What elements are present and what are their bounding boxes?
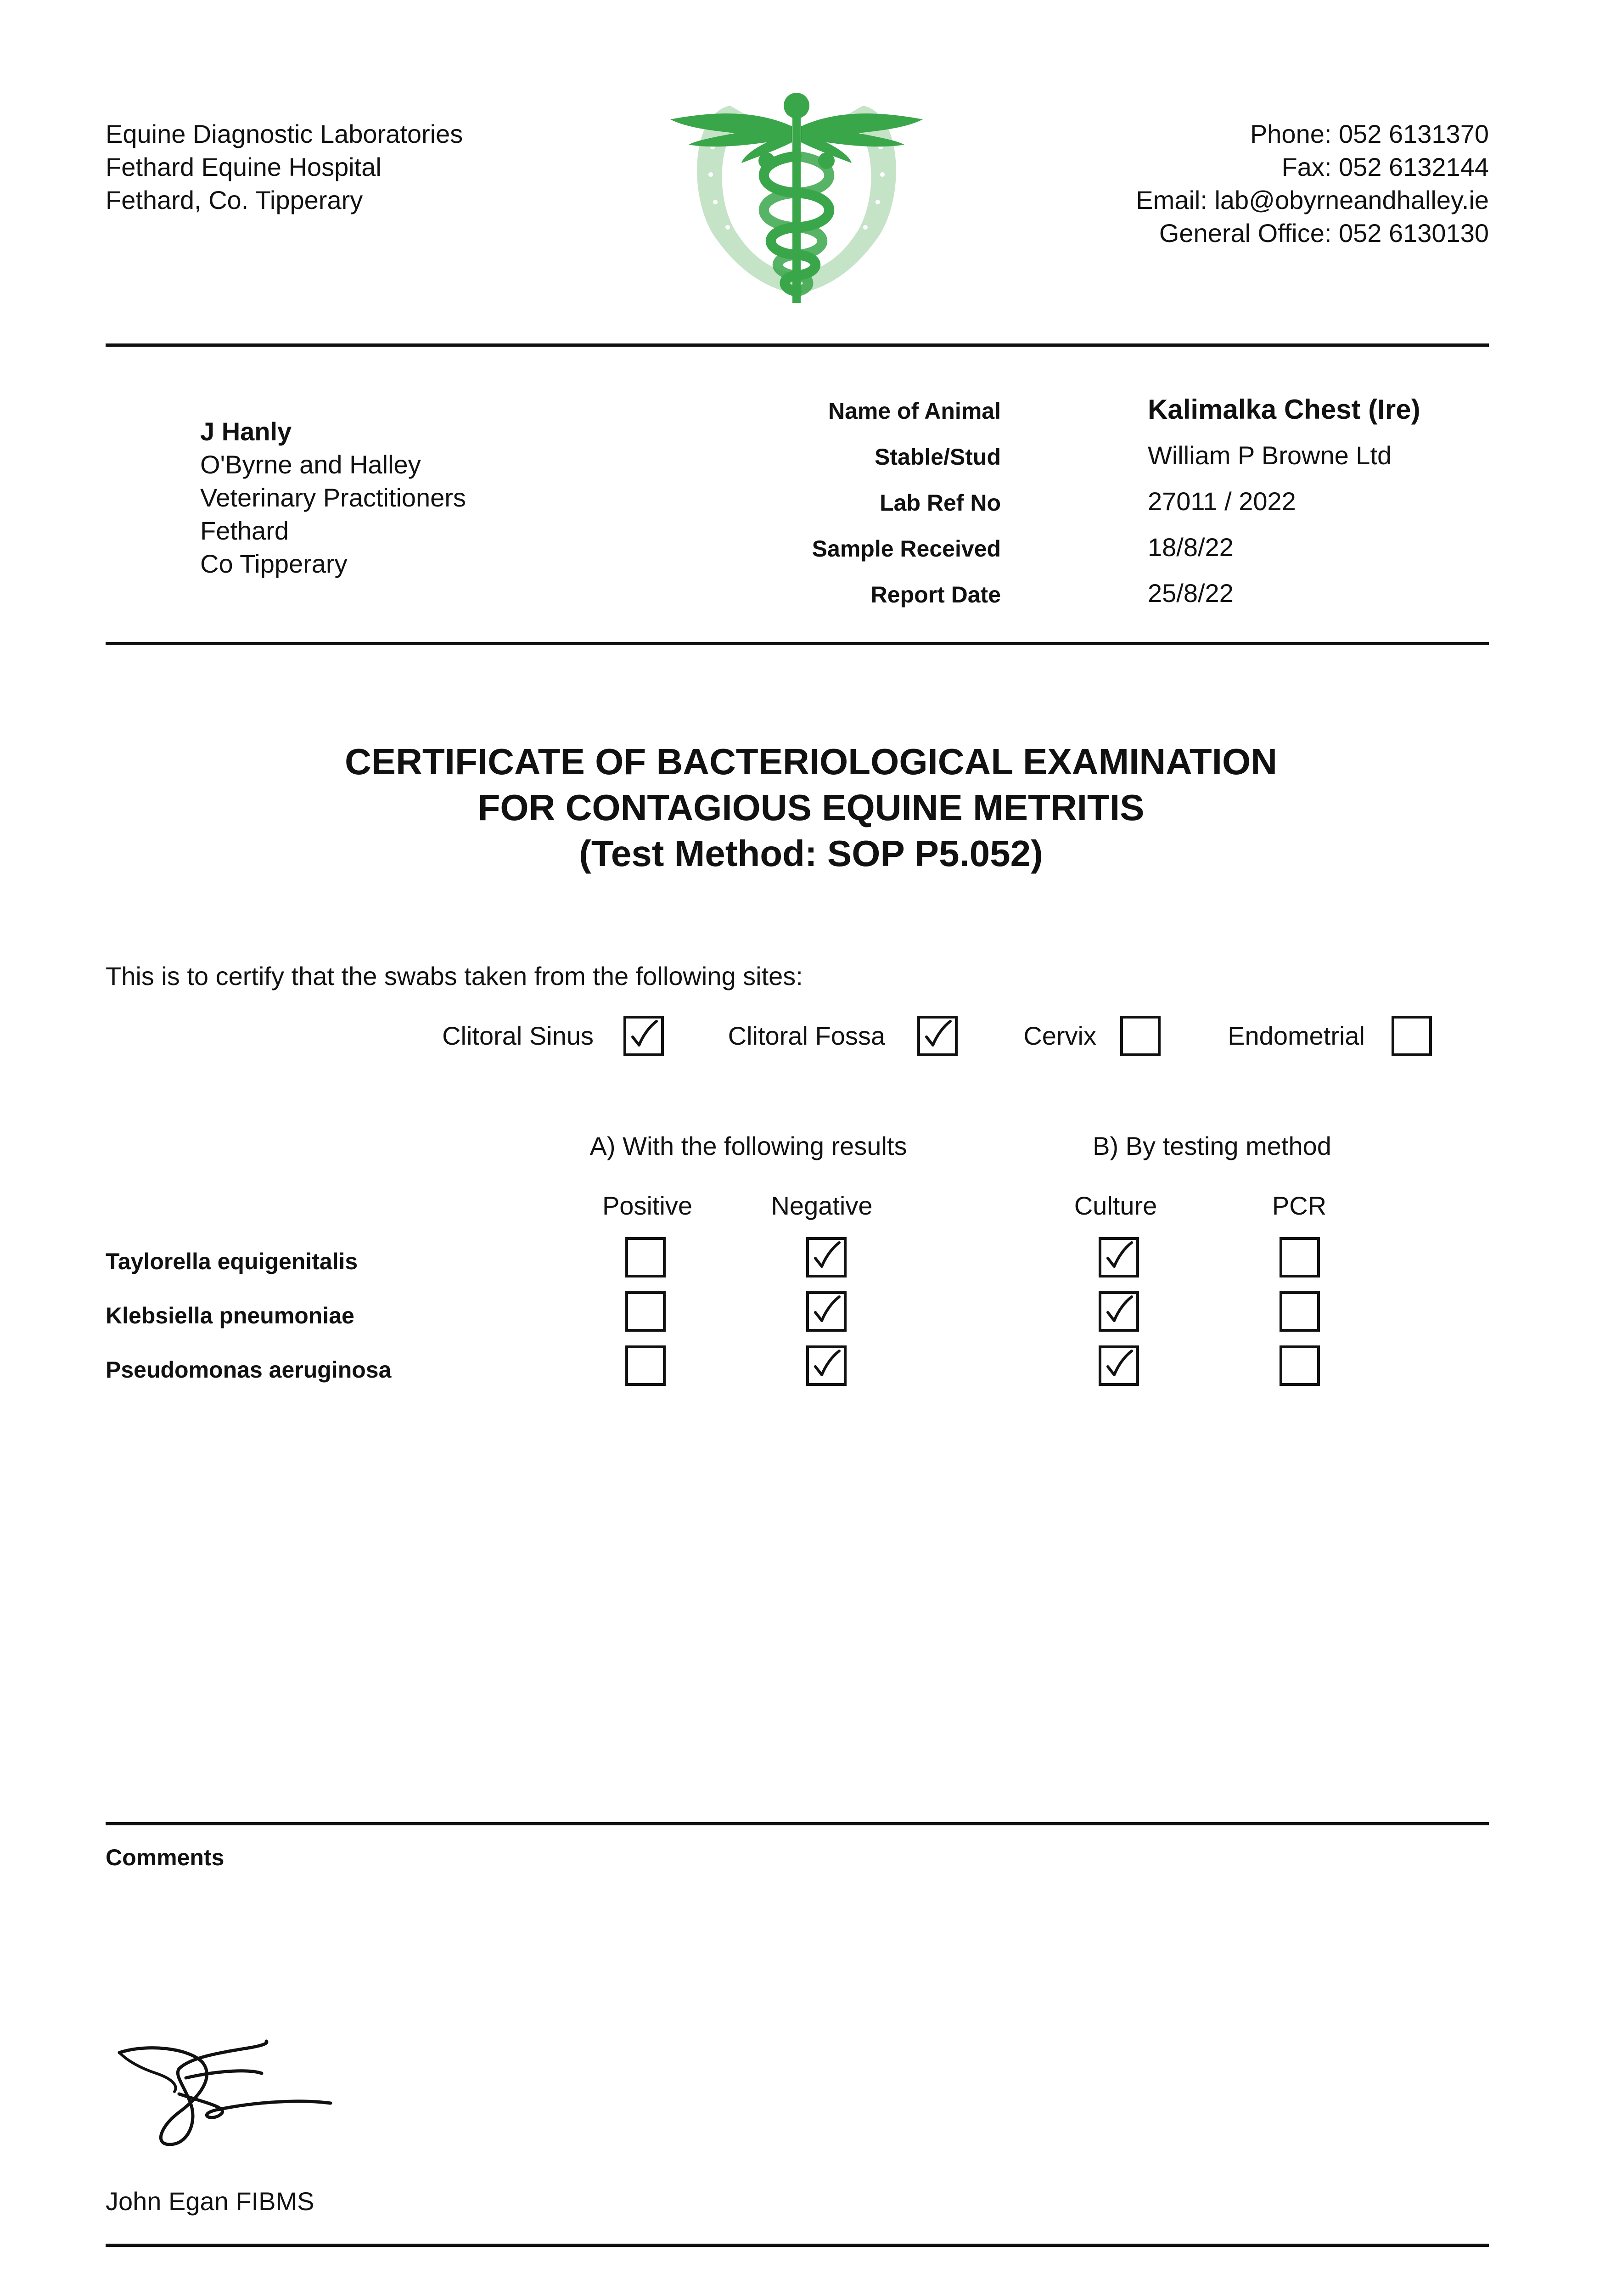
detail-row bbox=[780, 526, 1469, 572]
detail-row bbox=[780, 572, 1469, 618]
animal-name: Kalimalka Chest (Ire) bbox=[1148, 394, 1420, 425]
lab-address bbox=[106, 118, 463, 217]
site-checkbox[interactable] bbox=[917, 1016, 958, 1056]
site-checkbox[interactable] bbox=[623, 1016, 664, 1056]
site-label: Endometrial bbox=[1228, 1021, 1365, 1050]
certificate-title-line: CERTIFICATE OF BACTERIOLOGICAL EXAMINATION bbox=[344, 741, 1278, 782]
checkmark-icon bbox=[626, 1019, 661, 1053]
signature bbox=[110, 2034, 349, 2154]
divider bbox=[106, 1822, 1489, 1825]
certify-text: This is to certify that the swabs taken from the following sites: bbox=[106, 962, 803, 990]
checkmark-icon bbox=[809, 1240, 844, 1275]
detail-label: Stable/Stud bbox=[874, 444, 1001, 470]
culture-checkbox[interactable] bbox=[1099, 1345, 1139, 1386]
detail-row bbox=[780, 480, 1469, 526]
lab-address-line: Equine Diagnostic Laboratories bbox=[106, 119, 463, 148]
comments-label: Comments bbox=[106, 1845, 224, 1870]
recipient-block bbox=[200, 415, 466, 580]
checkmark-icon bbox=[1101, 1348, 1136, 1383]
recipient-line: O'Byrne and Halley bbox=[200, 450, 421, 479]
signatory-name: John Egan FIBMS bbox=[106, 2187, 314, 2216]
col-pcr: PCR bbox=[1272, 1191, 1327, 1220]
negative-checkbox[interactable] bbox=[806, 1237, 847, 1277]
recipient-line: Fethard bbox=[200, 516, 289, 545]
positive-checkbox[interactable] bbox=[625, 1237, 666, 1277]
phone: Phone: 052 6131370 bbox=[1250, 119, 1489, 148]
recipient-name: J Hanly bbox=[200, 417, 292, 446]
detail-value: William P Browne Ltd bbox=[1148, 441, 1392, 470]
checkmark-icon bbox=[809, 1294, 844, 1329]
caduceus-icon bbox=[661, 87, 932, 312]
detail-label: Lab Ref No bbox=[880, 490, 1001, 516]
fax: Fax: 052 6132144 bbox=[1281, 152, 1489, 181]
detail-value: 25/8/22 bbox=[1148, 579, 1234, 608]
detail-label: Sample Received bbox=[812, 536, 1001, 562]
pcr-checkbox[interactable] bbox=[1280, 1291, 1320, 1332]
organism-name: Pseudomonas aeruginosa bbox=[106, 1357, 392, 1383]
col-positive: Positive bbox=[602, 1191, 693, 1220]
culture-checkbox[interactable] bbox=[1099, 1237, 1139, 1277]
divider bbox=[106, 2244, 1489, 2247]
lab-address-line: Fethard Equine Hospital bbox=[106, 152, 382, 181]
checkmark-icon bbox=[809, 1348, 844, 1383]
pcr-checkbox[interactable] bbox=[1280, 1237, 1320, 1277]
caduceus-logo bbox=[661, 87, 932, 312]
positive-checkbox[interactable] bbox=[625, 1345, 666, 1386]
recipient-line: Veterinary Practitioners bbox=[200, 483, 466, 512]
pcr-checkbox[interactable] bbox=[1280, 1345, 1320, 1386]
lab-address-line: Fethard, Co. Tipperary bbox=[106, 186, 363, 214]
site-checkbox[interactable] bbox=[1120, 1016, 1161, 1056]
method-heading: B) By testing method bbox=[1093, 1131, 1331, 1160]
certificate-title-line: FOR CONTAGIOUS EQUINE METRITIS bbox=[477, 787, 1145, 828]
checkmark-icon bbox=[1101, 1240, 1136, 1275]
detail-row bbox=[780, 434, 1469, 480]
culture-checkbox[interactable] bbox=[1099, 1291, 1139, 1332]
site-label: Cervix bbox=[1023, 1021, 1096, 1050]
divider bbox=[106, 343, 1489, 347]
organism-name: Taylorella equigenitalis bbox=[106, 1249, 358, 1274]
organism-name: Klebsiella pneumoniae bbox=[106, 1303, 354, 1328]
detail-label: Report Date bbox=[870, 582, 1001, 608]
site-label: Clitoral Sinus bbox=[442, 1021, 594, 1050]
signature-icon bbox=[110, 2034, 349, 2154]
divider bbox=[106, 642, 1489, 645]
negative-checkbox[interactable] bbox=[806, 1291, 847, 1332]
results-heading: A) With the following results bbox=[589, 1131, 907, 1160]
recipient-line: Co Tipperary bbox=[200, 549, 348, 578]
detail-label: Name of Animal bbox=[828, 398, 1001, 424]
checkmark-icon bbox=[1101, 1294, 1136, 1329]
negative-checkbox[interactable] bbox=[806, 1345, 847, 1386]
contact-block bbox=[1136, 118, 1489, 250]
checkmark-icon bbox=[920, 1019, 955, 1053]
detail-row bbox=[780, 388, 1469, 434]
email: Email: lab@obyrneandhalley.ie bbox=[1136, 186, 1489, 214]
col-culture: Culture bbox=[1074, 1191, 1157, 1220]
positive-checkbox[interactable] bbox=[625, 1291, 666, 1332]
detail-value: 18/8/22 bbox=[1148, 533, 1234, 562]
general-office: General Office: 052 6130130 bbox=[1159, 219, 1489, 248]
site-checkbox[interactable] bbox=[1392, 1016, 1432, 1056]
col-negative: Negative bbox=[771, 1191, 873, 1220]
test-method: (Test Method: SOP P5.052) bbox=[579, 833, 1043, 874]
site-label: Clitoral Fossa bbox=[728, 1021, 885, 1050]
detail-value: 27011 / 2022 bbox=[1148, 487, 1296, 516]
